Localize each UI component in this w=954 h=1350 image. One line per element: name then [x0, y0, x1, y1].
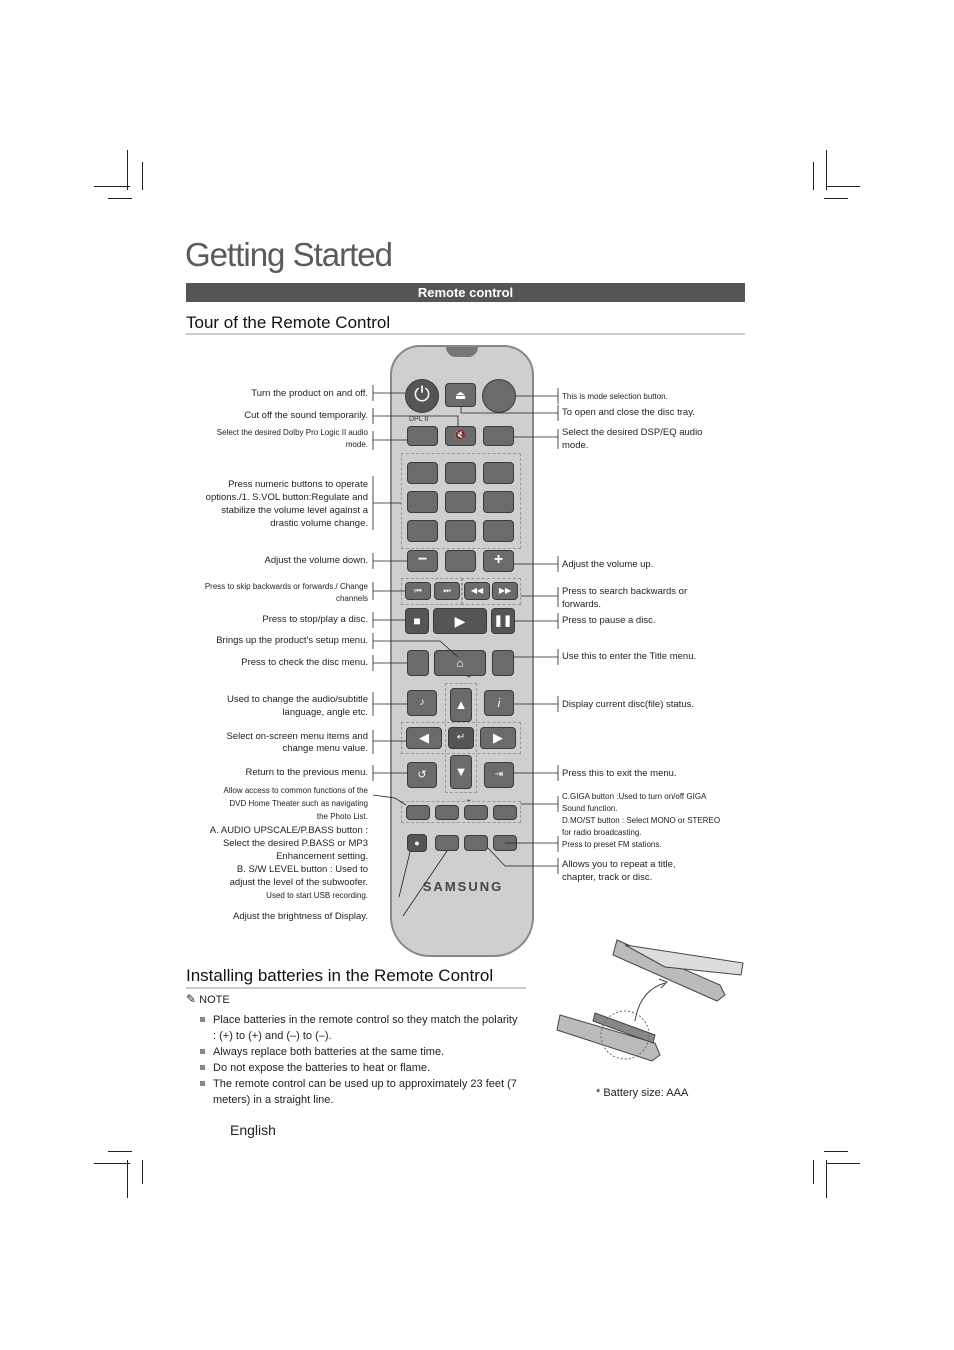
label-pause: Press to pause a disc.	[562, 615, 656, 626]
plus-icon: +	[493, 551, 504, 568]
batteries-heading-rule	[186, 987, 526, 989]
label-setup: Brings up the product's setup menu.	[216, 635, 368, 646]
minus-icon: −	[417, 551, 428, 568]
notes-list	[197, 1012, 522, 1108]
info-icon: i	[497, 696, 501, 710]
label-skip: Press to skip backwards or forwards./ Change channels	[204, 582, 368, 603]
label-dsp-eq: Select the desired DSP/EQ audio mode.	[562, 427, 703, 451]
chevron-up-icon: ⌃	[465, 674, 473, 684]
home-icon: ⌂	[456, 656, 464, 670]
list-item: Always replace both batteries at the same time.	[197, 1044, 522, 1060]
label-dolby: Select the desired Dolby Pro Logic II audio mode.	[216, 428, 368, 449]
power-icon: ⏻	[414, 384, 430, 406]
rewind-icon: ◀◀	[470, 586, 484, 595]
label-numeric: Press numeric buttons to operate options./1. S.VOL button:Regulate and stabilize the volume level against a drastic volume change.	[205, 479, 368, 529]
tour-heading: Tour of the Remote Control	[186, 313, 391, 332]
label-giga: C.GIGA button :Used to turn on/off GIGA Sound function.	[562, 792, 706, 813]
label-volume-down: Adjust the volume down.	[264, 555, 368, 566]
label-volume-up: Adjust the volume up.	[562, 559, 654, 570]
label-repeat: Allows you to repeat a title, chapter, track or disc.	[562, 859, 676, 883]
label-usb-record: Used to start USB recording.	[266, 891, 368, 900]
play-icon: ▶	[454, 613, 466, 629]
label-disc-menu: Press to check the disc menu.	[241, 657, 368, 668]
pause-icon: ❚❚	[493, 615, 513, 627]
label-audio-upscale: A. AUDIO UPSCALE/P.BASS button : Select the desired P.BASS or MP3 Enhancement setting.	[209, 825, 368, 862]
list-item: Do not expose the batteries to heat or flame.	[197, 1060, 522, 1076]
eject-icon: ⏏	[454, 388, 467, 402]
label-stop-play: Press to stop/play a disc.	[262, 614, 368, 625]
section-bar: Remote control	[186, 283, 745, 302]
label-preset: Press to preset FM stations.	[562, 840, 662, 849]
note-label: NOTE	[199, 994, 230, 1006]
label-title-menu: Use this to enter the Title menu.	[562, 651, 697, 662]
exit-icon: ⇥	[494, 769, 504, 780]
arrow-right-icon: ▶	[493, 730, 503, 745]
fast-forward-icon: ▶▶	[498, 586, 512, 595]
enter-icon: ↵	[456, 732, 466, 743]
label-dimmer: Adjust the brightness of Display.	[232, 911, 368, 922]
arrow-left-icon: ◀	[419, 730, 429, 745]
label-navigation: Select on-screen menu items and change menu value.	[226, 731, 368, 754]
record-icon: ●	[414, 838, 420, 848]
label-mute: Cut off the sound temporarily.	[244, 410, 368, 421]
label-info: Display current disc(file) status.	[562, 699, 694, 710]
note-header	[186, 992, 230, 1006]
label-mo-st: D.MO/ST button : Select MONO or STEREO for radio broadcasting.	[562, 816, 721, 837]
label-eject: To open and close the disc tray.	[562, 407, 695, 418]
list-item: The remote control can be used up to approximately 23 feet (7 meters) in a straight line.	[197, 1076, 522, 1108]
label-power: Turn the product on and off.	[251, 388, 368, 399]
label-exit: Press this to exit the menu.	[562, 768, 677, 779]
arrow-up-icon: ▲	[454, 697, 468, 712]
label-return: Return to the previous menu.	[245, 767, 368, 778]
label-search: Press to search backwards or forwards.	[562, 586, 688, 610]
skip-forward-icon: ⏭	[443, 586, 451, 595]
label-audio-subtitle: Used to change the audio/subtitle language, angle etc.	[226, 694, 368, 718]
skip-back-icon: ⏮	[414, 586, 422, 595]
page-title: Getting Started	[185, 236, 392, 273]
return-icon: ↺	[417, 769, 427, 781]
label-mode: This is mode selection button.	[562, 392, 668, 401]
chevron-down-icon: ⌃	[465, 793, 473, 803]
label-sw-level: B. S/W LEVEL button : Used to adjust the level of the subwoofer.	[229, 864, 368, 888]
battery-size: * Battery size: AAA	[596, 1087, 689, 1099]
list-item: Place batteries in the remote control so they match the polarity : (+) to (+) and (–) to (–).	[197, 1012, 522, 1044]
brand-logo: SAMSUNG	[422, 879, 504, 894]
pencil-icon: ✎	[186, 992, 197, 1006]
batteries-heading: Installing batteries in the Remote Control	[186, 966, 494, 985]
label-common-functions: Allow access to common functions of the DVD Home Theater such as navigating the Photo List.	[223, 786, 368, 821]
battery-illustration	[555, 935, 750, 1075]
arrow-down-icon: ▼	[454, 764, 468, 779]
mute-icon: 🔇	[454, 430, 467, 441]
audio-icon: ♪	[419, 697, 425, 708]
stop-icon: ■	[413, 614, 421, 628]
dpl-label: DPL II	[409, 416, 429, 423]
page-language: English	[230, 1122, 276, 1138]
